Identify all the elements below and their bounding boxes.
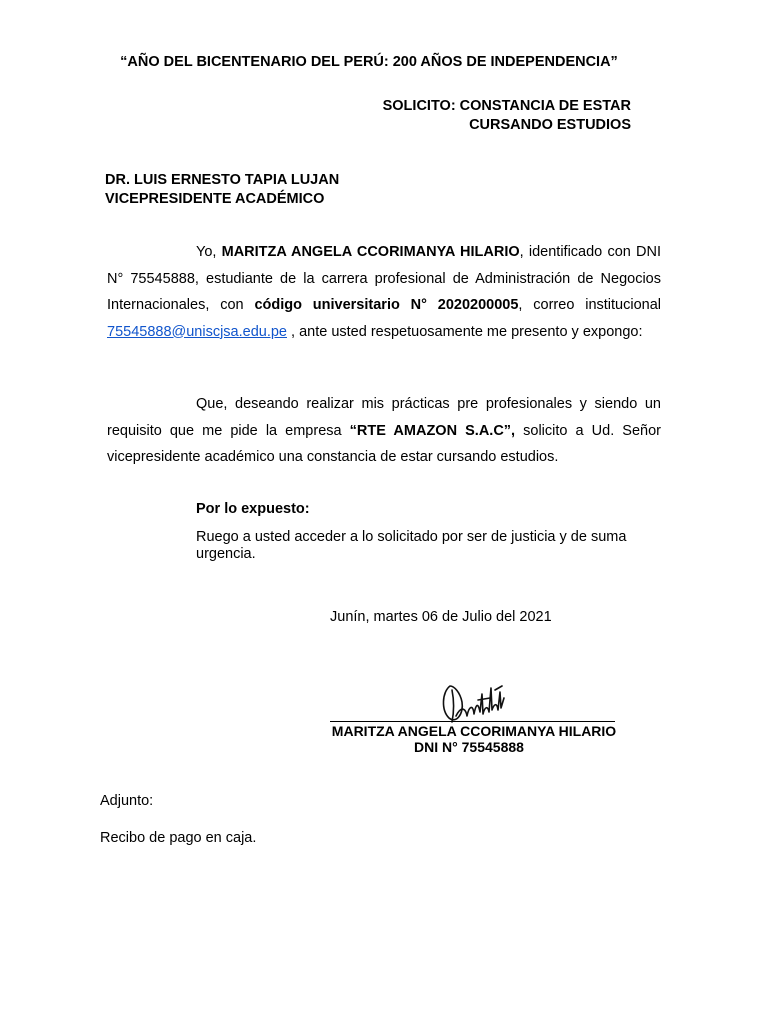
intro-text-2: , identificado con DNI N° 75545888, estudiante de la carrera profesional de Administración de Negocios Internacionales, con	[107, 244, 661, 313]
attachment-item: Recibo de pago en caja.	[100, 830, 257, 846]
request-subject-line1: SOLICITO: CONSTANCIA DE ESTAR	[382, 98, 631, 114]
handwritten-signature	[440, 680, 512, 726]
conclusion-heading: Por lo expuesto:	[196, 501, 310, 517]
signer-dni: DNI N° 75545888	[414, 739, 524, 755]
student-name: MARITZA ANGELA CCORIMANYA HILARIO	[221, 244, 520, 260]
intro-text-4: , ante usted respetuosamente me presento y expongo:	[287, 323, 643, 340]
request-subject-line2: CURSANDO ESTUDIOS	[469, 117, 631, 133]
introduction-paragraph	[107, 239, 661, 345]
intro-text-1: Yo,	[196, 244, 222, 260]
attachments-label: Adjunto:	[100, 793, 154, 809]
signature-line	[330, 721, 615, 722]
request-paragraph	[107, 391, 661, 471]
request-text-2: solicito a Ud. Señor vicepresidente académico una constancia de estar cursando estudios.	[107, 422, 661, 465]
company-name: “RTE AMAZON S.A.C”,	[349, 422, 516, 439]
addressee-name: DR. LUIS ERNESTO TAPIA LUJAN	[105, 172, 340, 188]
intro-text-3: , correo institucional	[518, 297, 661, 313]
document-date: Junín, martes 06 de Julio del 2021	[330, 609, 552, 625]
document-motto: “AÑO DEL BICENTENARIO DEL PERÚ: 200 AÑOS DE INDEPENDENCIA”	[120, 54, 618, 70]
email-link[interactable]: 75545888@uniscjsa.edu.pe	[107, 323, 287, 340]
signer-name: MARITZA ANGELA CCORIMANYA HILARIO	[331, 723, 617, 739]
request-subject	[383, 97, 631, 135]
addressee-title: VICEPRESIDENTE ACADÉMICO	[105, 191, 325, 207]
signer-block	[330, 723, 618, 755]
addressee-block	[105, 171, 339, 209]
request-text-1: Que, deseando realizar mis prácticas pre profesionales y siendo un requisito que me pide la empresa	[107, 396, 661, 439]
student-code: código universitario N° 2020200005	[254, 297, 519, 313]
conclusion-text: Ruego a usted acceder a lo solicitado por ser de justicia y de suma urgencia.	[196, 529, 627, 562]
